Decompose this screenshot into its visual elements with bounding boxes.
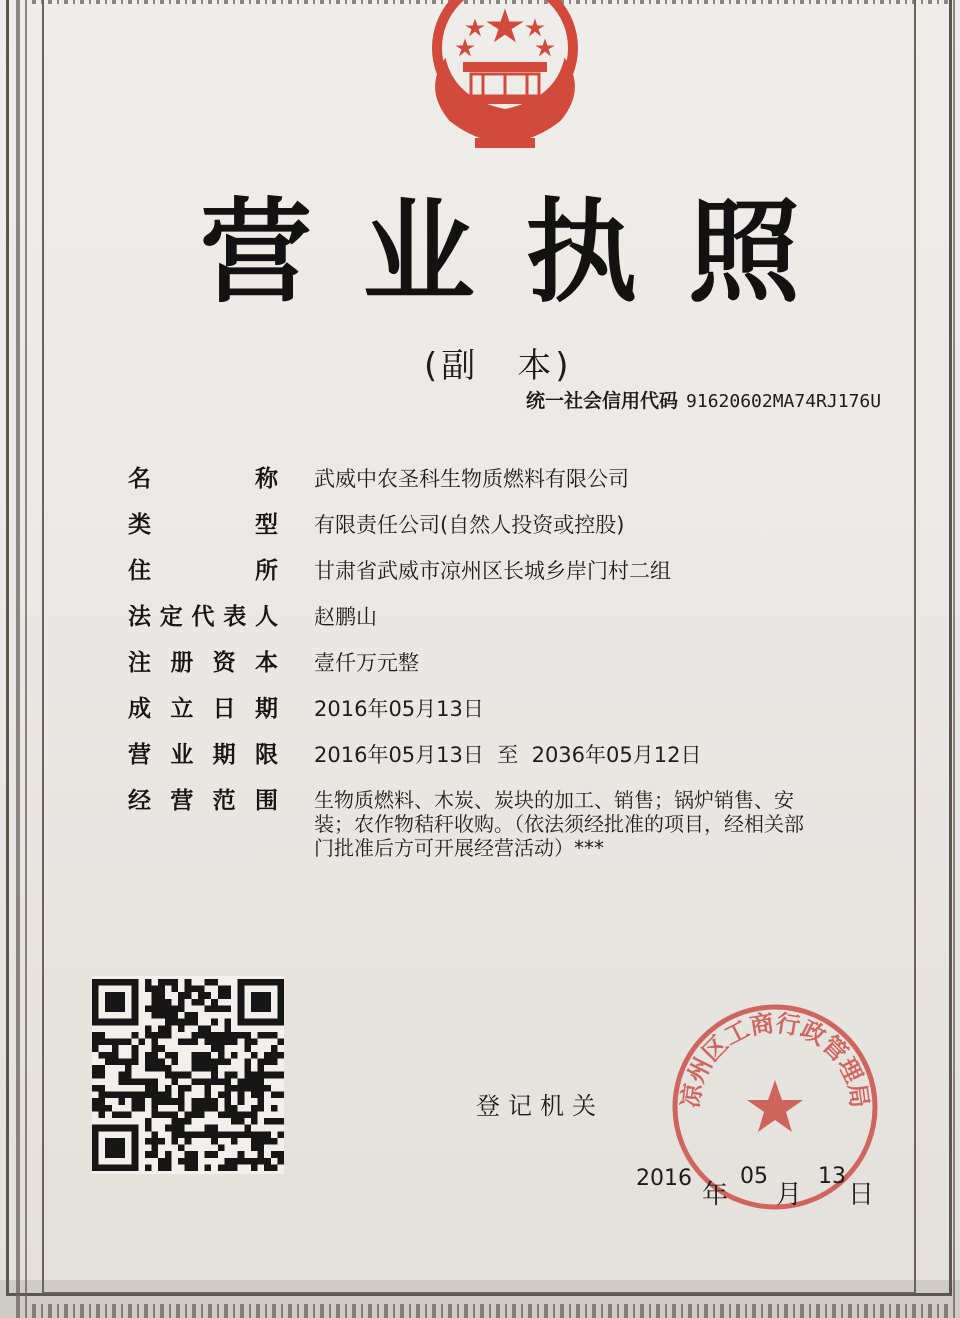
title-char: 业 [362, 187, 475, 318]
field-value-type: 有限责任公司(自然人投资或控股) [314, 513, 625, 537]
copy-subtitle: (副 本) [424, 346, 573, 386]
scope-line: 装；农作物秸秆收购。（依法须经批准的项目，经相关部 [314, 812, 804, 836]
field-value-name: 武威中农圣科生物质燃料有限公司 [314, 467, 629, 491]
field-value-scope [314, 784, 874, 860]
registration-authority-label: 登记机关 [476, 1092, 604, 1120]
national-emblem-icon [405, 0, 605, 150]
issue-date [636, 1160, 886, 1210]
seal-text: 凉州区工商行政管理局 [675, 1008, 875, 1110]
credit-code-value: 91620602MA74RJ176U [686, 391, 882, 412]
field-label: 法 定 代 表 人 [128, 604, 278, 630]
title-char: 营 [200, 187, 312, 318]
field-label: 类 型 [128, 512, 278, 538]
field-value-legal-rep: 赵鹏山 [314, 605, 377, 629]
credit-code-label: 统一社会信用代码 [526, 390, 679, 412]
date-year: 2016 [636, 1166, 692, 1191]
field-label: 营 业 期 限 [128, 742, 278, 768]
date-year-char: 年 [702, 1180, 729, 1210]
scope-line: 门批准后方可开展经营活动）*** [314, 836, 604, 860]
field-label: 经 营 范 围 [128, 788, 278, 814]
field-label: 住 所 [128, 558, 278, 584]
field-value-capital: 壹仟万元整 [314, 651, 419, 675]
field-value-term: 2016年05月13日 至 2036年05月12日 [314, 743, 702, 767]
qr-code-icon[interactable] [92, 976, 284, 1174]
field-label: 注 册 资 本 [128, 650, 278, 676]
date-day: 13 [818, 1164, 846, 1189]
license-title [200, 188, 800, 318]
date-month: 05 [740, 1164, 768, 1189]
title-char: 执 [525, 187, 638, 318]
title-char: 照 [687, 187, 800, 318]
scope-line: 生物质燃料、木炭、炭块的加工、销售；锅炉销售、安 [314, 788, 794, 812]
field-value-address: 甘肃省武威市凉州区长城乡岸门村二组 [314, 559, 671, 583]
field-label: 成 立 日 期 [128, 696, 278, 722]
date-day-char: 日 [848, 1180, 875, 1210]
field-label: 名 称 [128, 466, 278, 492]
field-value-established: 2016年05月13日 [314, 697, 484, 721]
credit-code-line [526, 386, 881, 416]
date-month-char: 月 [776, 1180, 803, 1210]
